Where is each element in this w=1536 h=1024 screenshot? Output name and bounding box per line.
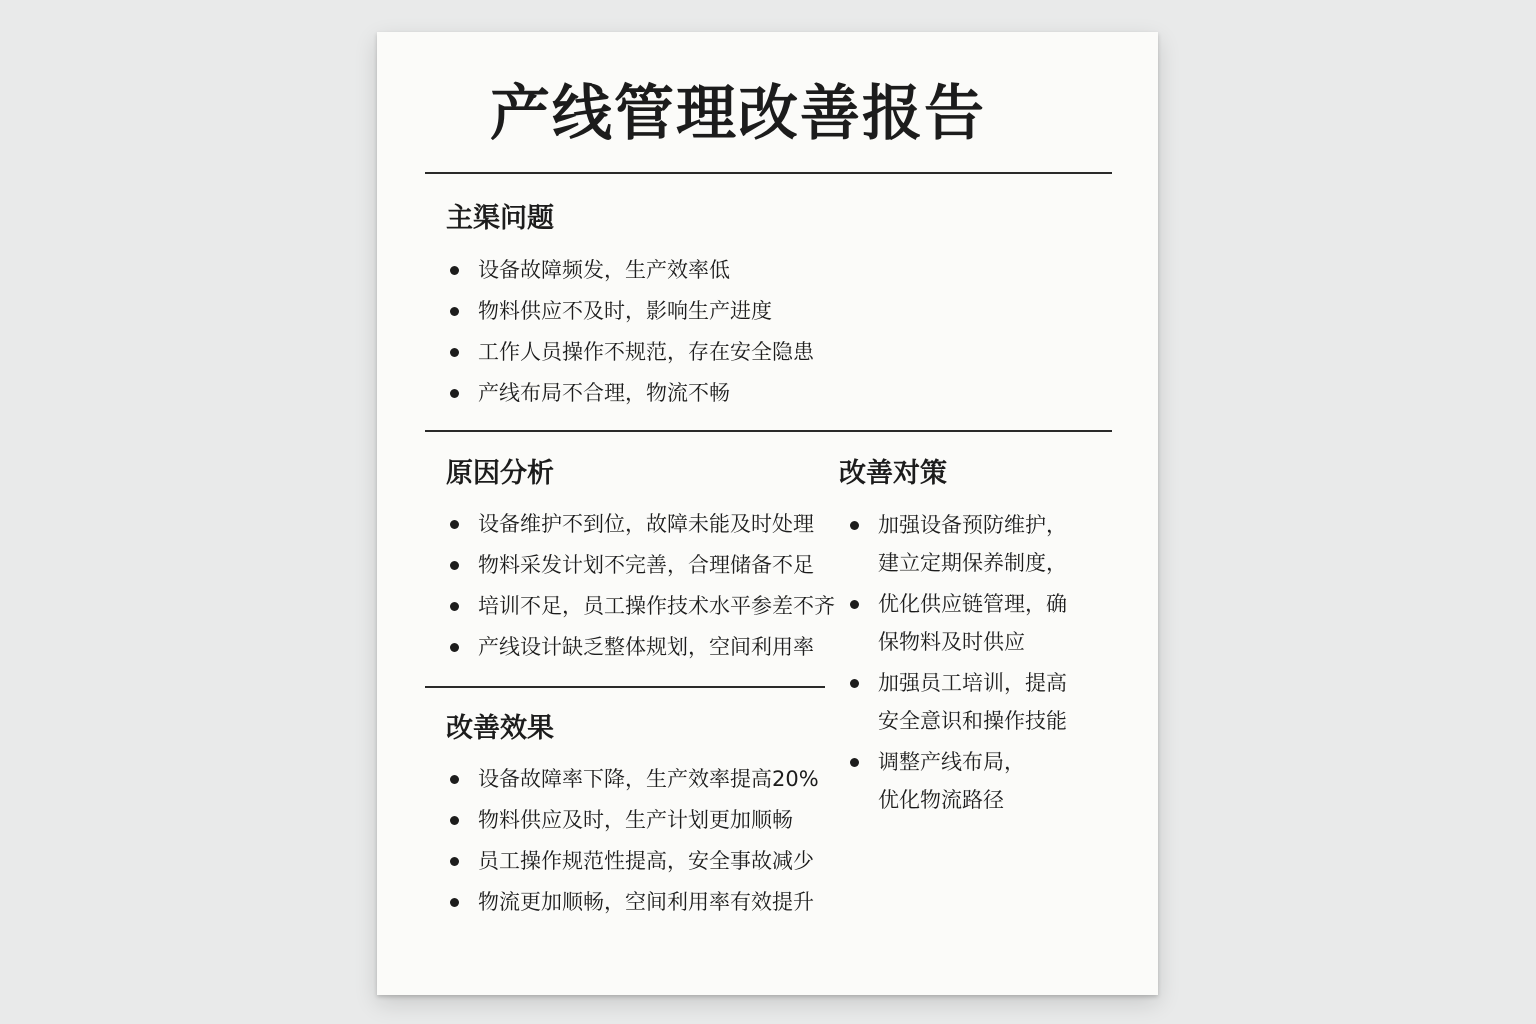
problems-list [446,250,814,414]
bullet-icon [450,561,459,570]
bullet-icon [450,602,459,611]
list-item-text: 物料供应不及时，影响生产进度 [478,299,772,323]
measures-list [846,506,1146,822]
list-item [446,627,835,668]
bullet-icon [850,521,859,530]
list-item-line: 保物料及时供应 [878,630,1025,654]
list-item-line: 安全意识和操作技能 [878,709,1067,733]
list-item-text: 培训不足，员工操作技术水平参差不齐 [478,594,835,618]
list-item-line: 调整产线布局， [878,750,1025,774]
bullet-icon [850,679,859,688]
list-item [446,841,819,882]
list-item-text: 员工操作规范性提高，安全事故减少 [478,849,814,873]
section-heading-causes: 原因分析 [446,458,554,489]
list-item [446,291,814,332]
section-heading-measures: 改善对策 [839,458,947,489]
list-item [846,585,1146,661]
document-title: 产线管理改善报告 [490,79,986,149]
list-item [446,759,819,800]
list-item-text: 物料供应及时，生产计划更加顺畅 [478,808,793,832]
list-item-text: 设备故障频发，生产效率低 [478,258,730,282]
list-item [846,743,1146,819]
list-item-line: 优化物流路径 [878,788,1004,812]
list-item [846,664,1146,740]
list-item [446,800,819,841]
list-item [446,586,835,627]
list-item-text: 工作人员操作不规范，存在安全隐患 [478,340,814,364]
bullet-icon [450,307,459,316]
section-divider [425,686,825,688]
list-item-line: 建立定期保养制度， [878,551,1067,575]
list-item [446,332,814,373]
bullet-icon [850,600,859,609]
list-item-line: 加强设备预防维护， [878,513,1067,537]
section-heading-problems: 主渠问题 [446,203,554,234]
list-item-text: 产线布局不合理，物流不畅 [478,381,730,405]
effects-list [446,759,819,923]
list-item-text: 物流更加顺畅，空间利用率有效提升 [478,890,814,914]
list-item [446,373,814,414]
title-divider [425,172,1112,174]
bullet-icon [450,816,459,825]
report-sheet [377,32,1158,995]
list-item-text: 设备故障率下降，生产效率提高20% [478,767,819,791]
section-heading-effects: 改善效果 [446,713,554,744]
list-item-text: 物料采发计划不完善，合理储备不足 [478,553,814,577]
bullet-icon [450,643,459,652]
causes-list [446,504,835,668]
bullet-icon [450,775,459,784]
list-item-line: 加强员工培训，提高 [878,671,1067,695]
list-item-text: 设备维护不到位，故障未能及时处理 [478,512,814,536]
list-item [846,506,1146,582]
bullet-icon [450,898,459,907]
list-item-line: 优化供应链管理，确 [878,592,1067,616]
bullet-icon [450,857,459,866]
bullet-icon [450,266,459,275]
list-item [446,882,819,923]
section-divider [425,430,1112,432]
list-item-text: 产线设计缺乏整体规划，空间利用率 [478,635,814,659]
bullet-icon [450,348,459,357]
bullet-icon [450,520,459,529]
bullet-icon [450,389,459,398]
list-item [446,545,835,586]
bullet-icon [850,758,859,767]
list-item [446,250,814,291]
list-item [446,504,835,545]
